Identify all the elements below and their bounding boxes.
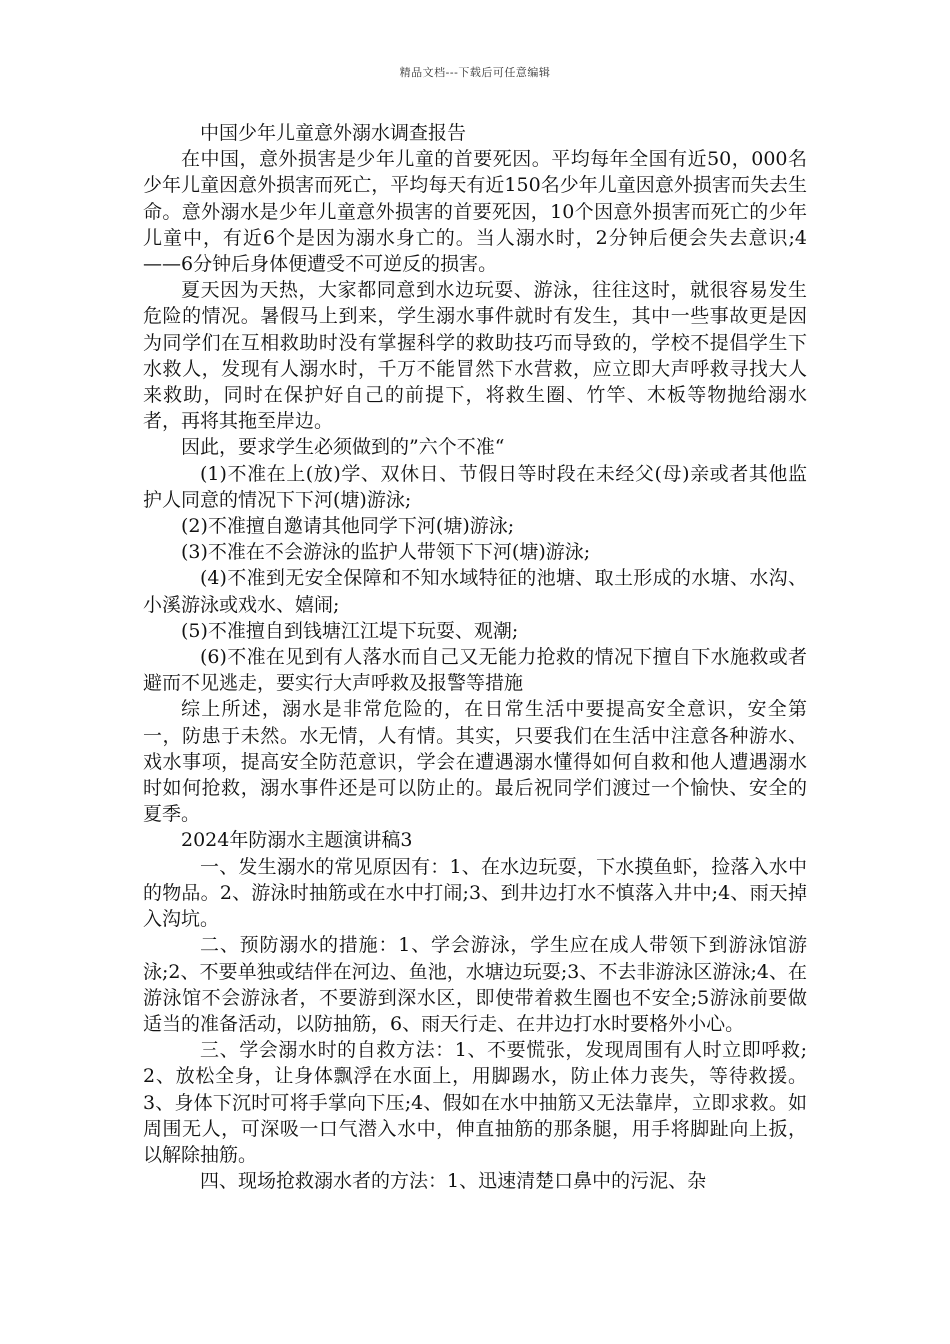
paragraph-six-rules-heading: 因此，要求学生必须做到的”六个不准“	[181, 436, 505, 459]
paragraph-conclusion: 综上所述，溺水是非常危险的，在日常生活中要提高安全意识，安全第一，防患于未然。水无情，人有情。其实，只要我们在生活中注意各种游水、戏水事项，提高安全防范意识，学会在遭遇溺水懂得如何自救和他人遭遇溺水时如何抢救，溺水事件还是可以防止的。最后祝同学们渡过一个愉快、安全的夏季。	[143, 698, 807, 826]
rule-item-2: (2)不准擅自邀请其他同学下河(塘)游泳;	[181, 515, 515, 538]
page-header: 精品文档---下载后可任意编辑	[399, 66, 551, 79]
report-title: 中国少年儿童意外溺水调查报告	[200, 122, 467, 144]
rule-item-3: (3)不准在不会游泳的监护人带领下下河(塘)游泳;	[181, 541, 591, 564]
paragraph-onsite-rescue: 四、现场抢救溺水者的方法：1、迅速清楚口鼻中的污泥、杂	[200, 1170, 707, 1193]
rule-item-4: (4)不准到无安全保障和不知水域特征的池塘、取土形成的水塘、水沟、小溪游泳或戏水、嬉闹;	[143, 567, 807, 616]
rule-item-6: (6)不准在见到有人落水而自己又无能力抢救的情况下擅自下水施救或者避而不见逃走，要实行大声呼救及报警等措施	[143, 646, 807, 695]
paragraph-summer: 夏天因为天热，大家都同意到水边玩耍、游泳，往往这时，就很容易发生危险的情况。暑假马上到来，学生溺水事件就时有发生，其中一些事故更是因为同学们在互相救助时没有掌握科学的救助技巧而导致的，学校不提倡学生下水救人，发现有人溺水时，千万不能冒然下水营救，应立即大声呼救寻找大人来救助，同时在保护好自己的前提下，将救生圈、竹竿、木板等物抛给溺水者，再将其拖至岸边。	[143, 279, 807, 433]
paragraph-intro: 在中国，意外损害是少年儿童的首要死因。平均每年全国有近50，000名少年儿童因意外损害而死亡，平均每天有近150名少年儿童因意外损害而失去生命。意外溺水是少年儿童意外损害的首要死因，10个因意外损害而死亡的少年儿童中，有近6个是因为溺水身亡的。当人溺水时，2分钟后便会失去意识;4——6分钟后身体便遭受不可逆反的损害。	[143, 148, 807, 276]
rule-item-5: (5)不准擅自到钱塘江江堤下玩耍、观潮;	[181, 619, 519, 642]
paragraph-causes: 一、发生溺水的常见原因有：1、在水边玩耍，下水摸鱼虾，捡落入水中的物品。2、游泳时抽筋或在水中打闹;3、到井边打水不慎落入井中;4、雨天掉入沟坑。	[143, 855, 807, 931]
section-title-speech-3: 2024年防溺水主题演讲稿3	[181, 829, 413, 852]
document-body	[143, 120, 807, 1194]
rule-item-1: (1)不准在上(放)学、双休日、节假日等时段在未经父(母)亲或者其他监护人同意的情况下下河(塘)游泳;	[143, 462, 807, 511]
paragraph-self-rescue: 三、学会溺水时的自救方法：1、不要慌张，发现周围有人时立即呼救;2、放松全身，让身体飘浮在水面上，用脚踢水，防止体力丧失，等待救援。3、身体下沉时可将手掌向下压;4、假如在水中抽筋又无法靠岸，立即求救。如周围无人，可深吸一口气潜入水中，伸直抽筋的那条腿，用手将脚趾向上扳，以解除抽筋。	[143, 1039, 807, 1166]
paragraph-prevention: 二、预防溺水的措施：1、学会游泳，学生应在成人带领下到游泳馆游泳;2、不要单独或结伴在河边、鱼池，水塘边玩耍;3、不去非游泳区游泳;4、在游泳馆不会游泳者，不要游到深水区，即使带着救生圈也不安全;5游泳前要做适当的准备活动，以防抽筋，6、雨天行走、在井边打水时要格外小心。	[143, 934, 807, 1035]
